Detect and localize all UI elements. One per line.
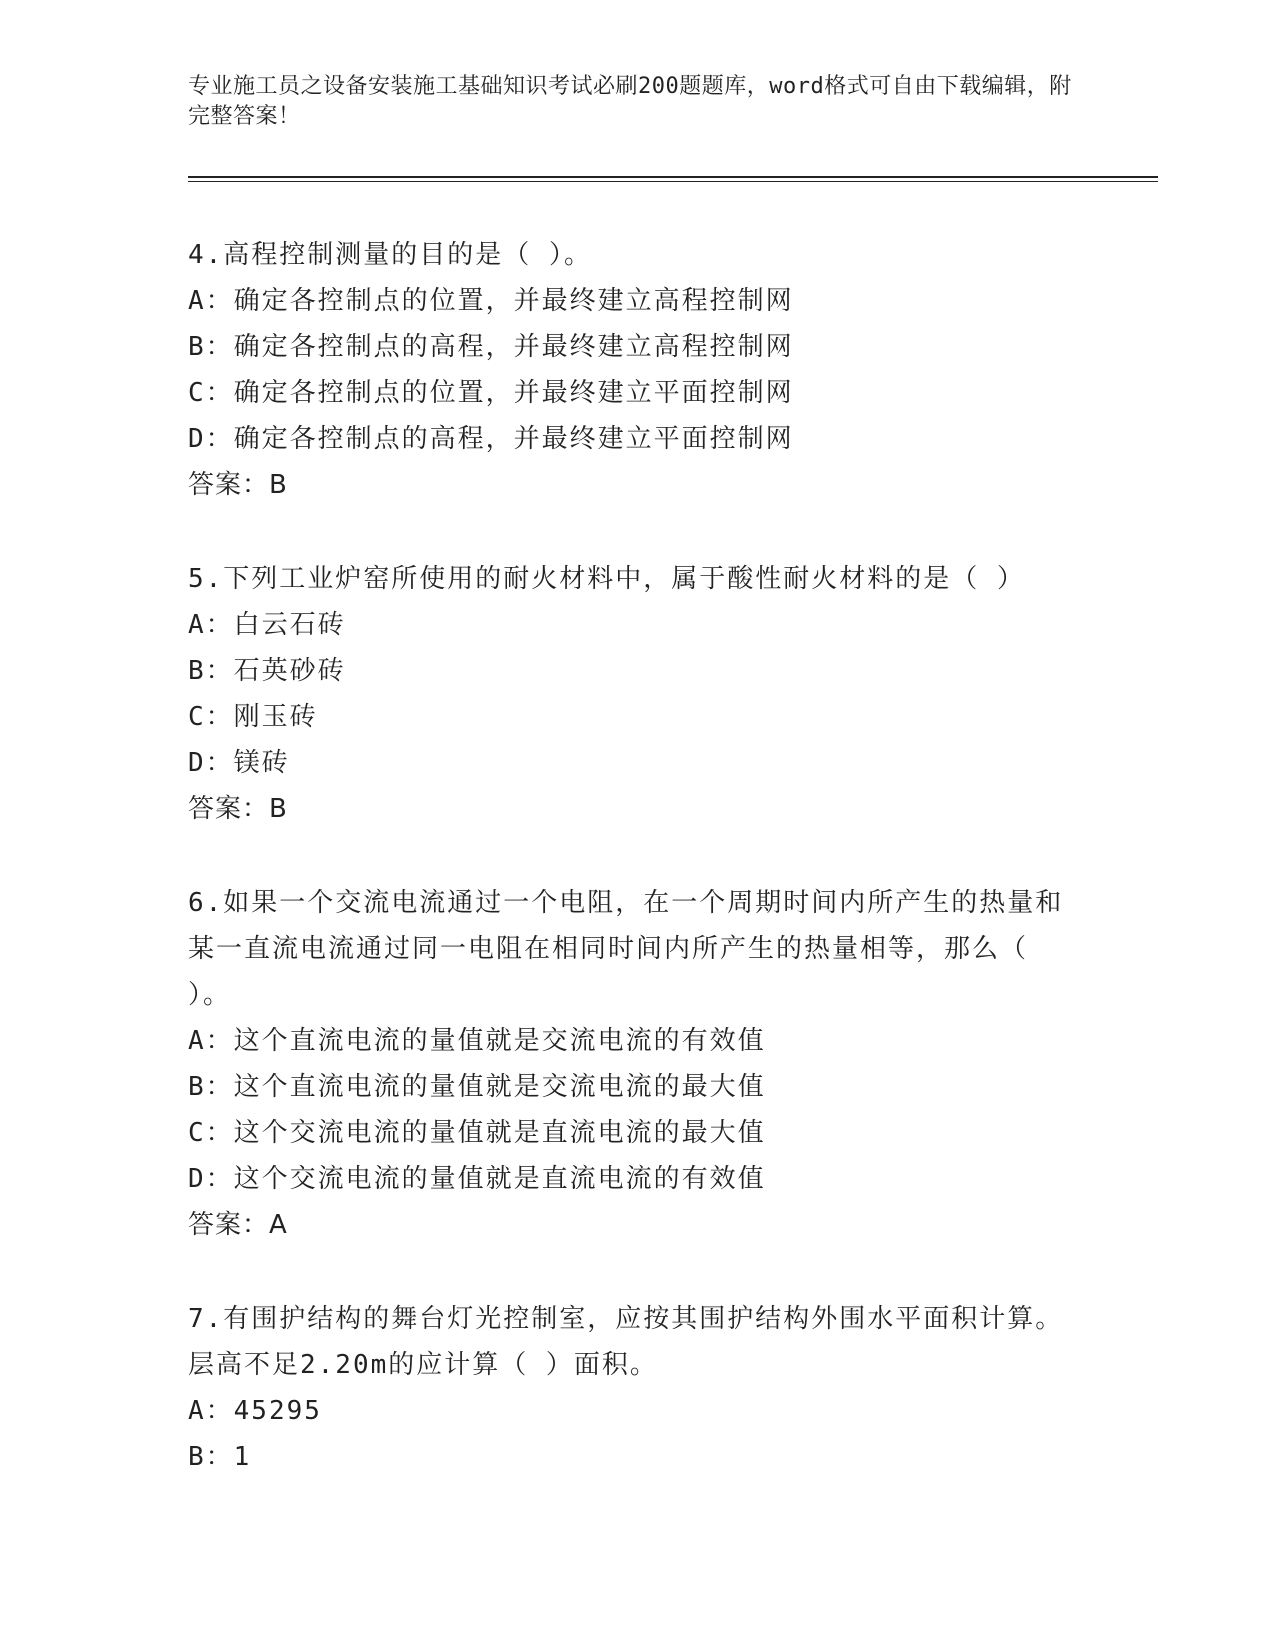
answer-label: 答案：B xyxy=(188,470,288,500)
option-b: B：确定各控制点的高程，并最终建立高程控制网 xyxy=(188,332,794,362)
question-5 xyxy=(188,556,1088,832)
question-stem: 6.如果一个交流电流通过一个电阻，在一个周期时间内所产生的热量和某一直流电流通过同一电阻在相同时间内所产生的热量相等，那么（ ）。 xyxy=(188,888,1064,1010)
option-c: C：确定各控制点的位置，并最终建立平面控制网 xyxy=(188,378,794,408)
answer-label: 答案：B xyxy=(188,794,288,824)
option-d: D：确定各控制点的高程，并最终建立平面控制网 xyxy=(188,424,794,454)
option-a: A：这个直流电流的量值就是交流电流的有效值 xyxy=(188,1026,766,1056)
option-b: B：1 xyxy=(188,1442,252,1472)
option-c: C：这个交流电流的量值就是直流电流的最大值 xyxy=(188,1118,766,1148)
header-divider-thin xyxy=(188,181,1158,182)
option-d: D：这个交流电流的量值就是直流电流的有效值 xyxy=(188,1164,766,1194)
question-6 xyxy=(188,880,1088,1248)
option-c: C：刚玉砖 xyxy=(188,702,318,732)
question-stem: 4.高程控制测量的目的是（ ）。 xyxy=(188,240,592,270)
option-d: D：镁砖 xyxy=(188,748,290,778)
question-stem: 5.下列工业炉窑所使用的耐火材料中，属于酸性耐火材料的是（ ） xyxy=(188,564,1025,594)
option-b: B：石英砂砖 xyxy=(188,656,346,686)
option-a: A：45295 xyxy=(188,1396,322,1426)
question-4 xyxy=(188,232,1088,508)
question-list xyxy=(188,232,1088,1528)
option-a: A：白云石砖 xyxy=(188,610,346,640)
header-divider-thick xyxy=(188,176,1158,178)
option-a: A：确定各控制点的位置，并最终建立高程控制网 xyxy=(188,286,794,316)
answer-label: 答案：A xyxy=(188,1210,288,1240)
option-b: B：这个直流电流的量值就是交流电流的最大值 xyxy=(188,1072,766,1102)
question-stem: 7.有围护结构的舞台灯光控制室，应按其围护结构外围水平面积计算。层高不足2.20m的应计算（ ）面积。 xyxy=(188,1304,1064,1380)
page-header: 专业施工员之设备安装施工基础知识考试必刷200题题库，word格式可自由下载编辑，附完整答案！ xyxy=(188,74,1072,129)
question-7 xyxy=(188,1296,1088,1480)
